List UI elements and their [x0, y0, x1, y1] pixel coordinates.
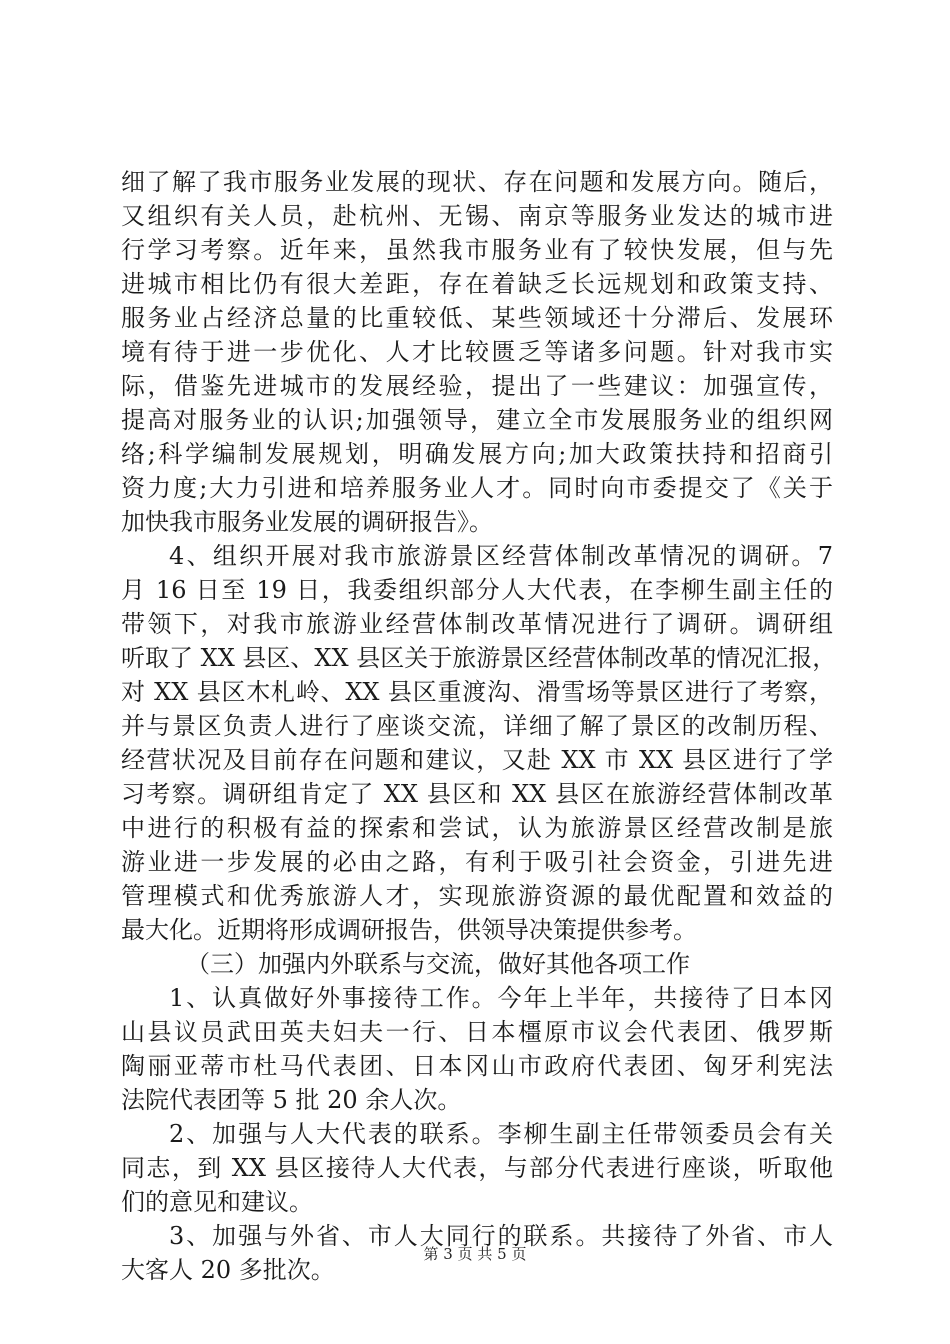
text-line: 加快我市服务业发展的调研报告》。: [121, 508, 493, 536]
text-line: 又组织有关人员，赴杭州、无锡、南京等服务业发达的城市进: [121, 202, 833, 230]
text-line: 行学习考察。近年来，虽然我市服务业有了较快发展，但与先: [121, 236, 833, 264]
text-line: 中进行的积极有益的探索和尝试，认为旅游景区经营改制是旅: [121, 814, 833, 842]
text-line: 资力度;大力引进和培养服务业人才。同时向市委提交了《关于: [121, 474, 833, 502]
text-line: 细了解了我市服务业发展的现状、存在问题和发展方向。随后，: [121, 168, 833, 196]
text-line: 山县议员武田英夫妇夫一行、日本橿原市议会代表团、俄罗斯: [121, 1018, 833, 1046]
text-line: 同志，到 XX 县区接待人大代表，与部分代表进行座谈，听取他: [121, 1154, 833, 1182]
text-line: 进城市相比仍有很大差距，存在着缺乏长远规划和政策支持、: [121, 270, 833, 298]
text-line: 服务业占经济总量的比重较低、某些领域还十分滞后、发展环: [121, 304, 833, 332]
text-line: 经营状况及目前存在问题和建议，又赴 XX 市 XX 县区进行了学: [121, 746, 833, 774]
text-line: 月 16 日至 19 日，我委组织部分人大代表，在李柳生副主任的: [121, 576, 833, 604]
text-line: 4、组织开展对我市旅游景区经营体制改革情况的调研。7: [169, 542, 833, 570]
page-number-footer: 第 3 页 共 5 页: [423, 1245, 527, 1263]
text-line: 大客人 20 多批次。: [121, 1256, 335, 1284]
text-line: 带领下，对我市旅游业经营体制改革情况进行了调研。调研组: [121, 610, 833, 638]
text-line: 法院代表团等 5 批 20 余人次。: [121, 1086, 462, 1114]
text-line: 1、认真做好外事接待工作。今年上半年，共接待了日本冈: [169, 984, 833, 1012]
text-line: 习考察。调研组肯定了 XX 县区和 XX 县区在旅游经营体制改革: [121, 780, 833, 808]
text-line: 境有待于进一步优化、人才比较匮乏等诸多问题。针对我市实: [121, 338, 833, 366]
text-line: 们的意见和建议。: [121, 1188, 313, 1216]
text-line: 2、加强与人大代表的联系。李柳生副主任带领委员会有关: [169, 1120, 833, 1148]
text-line: 3、加强与外省、市人大同行的联系。共接待了外省、市人: [169, 1222, 833, 1250]
text-line: 管理模式和优秀旅游人才，实现旅游资源的最优配置和效益的: [121, 882, 833, 910]
text-line: 游业进一步发展的必由之路，有利于吸引社会资金，引进先进: [121, 848, 833, 876]
document-body: [121, 165, 837, 1287]
text-line: 最大化。近期将形成调研报告，供领导决策提供参考。: [121, 916, 697, 944]
section-heading: （三）加强内外联系与交流，做好其他各项工作: [186, 950, 690, 978]
text-line: 并与景区负责人进行了座谈交流，详细了解了景区的改制历程、: [121, 712, 833, 740]
text-line: 提高对服务业的认识;加强领导，建立全市发展服务业的组织网: [121, 406, 833, 434]
text-line: 听取了 XX 县区、XX 县区关于旅游景区经营体制改革的情况汇报，: [121, 644, 837, 672]
text-line: 对 XX 县区木札岭、XX 县区重渡沟、滑雪场等景区进行了考察，: [121, 678, 833, 706]
text-line: 际，借鉴先进城市的发展经验，提出了一些建议：加强宣传，: [121, 372, 833, 400]
text-line: 络;科学编制发展规划，明确发展方向;加大政策扶持和招商引: [121, 440, 833, 468]
text-line: 陶丽亚蒂市杜马代表团、日本冈山市政府代表团、匈牙利宪法: [121, 1052, 833, 1080]
